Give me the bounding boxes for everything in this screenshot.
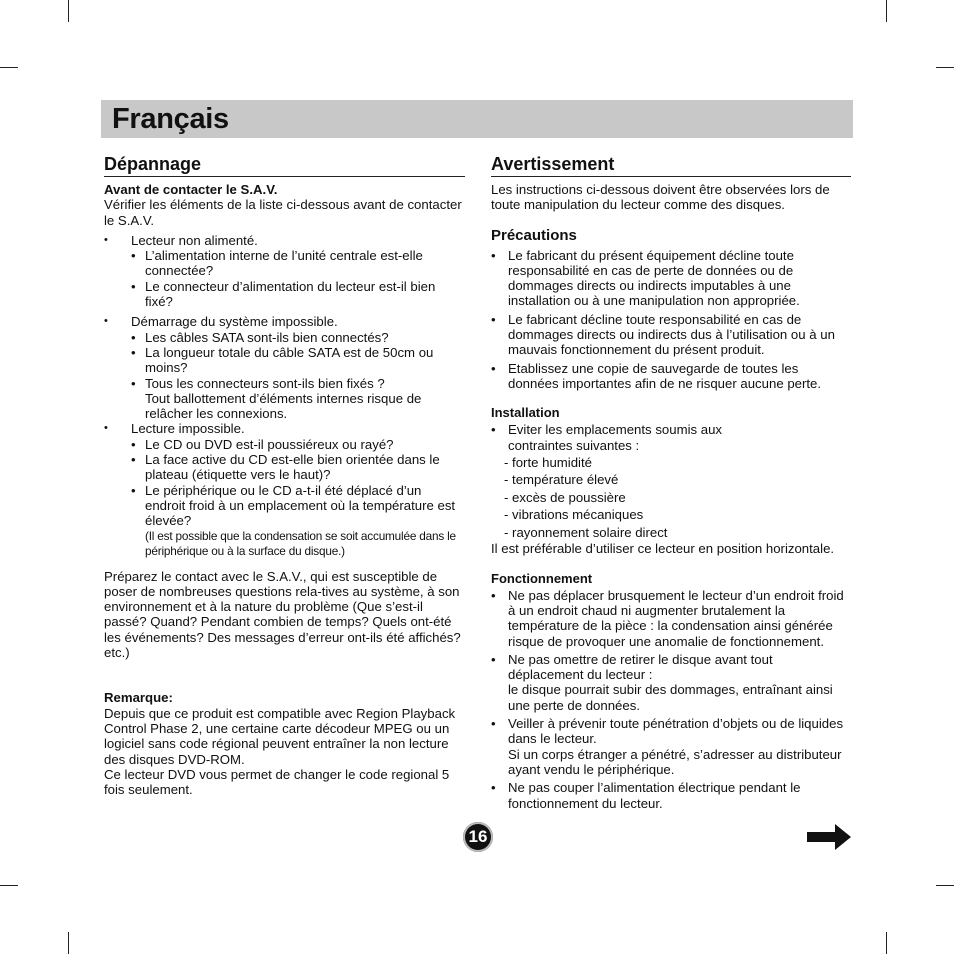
condition-item: - vibrations mécaniques (504, 507, 644, 523)
crop-mark (936, 67, 954, 68)
language-title: Français (112, 103, 229, 135)
troubleshooting-list (104, 233, 465, 559)
page-number: 16 (463, 822, 493, 852)
crop-mark (68, 932, 69, 954)
condensation-note: (Il est possible que la condensation se soit accumulée dans le périphérique ou à la surface du disque.) (145, 528, 456, 558)
list-item (104, 421, 465, 558)
condition-item: - rayonnement solaire direct (504, 524, 668, 540)
list-item (104, 314, 465, 421)
sub-item: • Le connecteur d’alimentation du lecteur est-il bien fixé? (131, 279, 465, 310)
list-item: • Le fabricant décline toute responsabilité en cas de dommages directs ou indirects dus à l’utilisation ou à un mauvais fonctionnement du présent produit. (491, 312, 851, 358)
remark-title: Remarque: (104, 690, 173, 706)
operation-title: Fonctionnement (491, 570, 593, 586)
crop-mark (0, 67, 18, 68)
sub-item: • La longueur totale du câble SATA est de 50cm ou moins? (131, 345, 465, 376)
troubleshooting-title: Dépannage (104, 153, 465, 177)
list-item: • Ne pas couper l’alimentation électrique pendant le fonctionnement du lecteur. (491, 780, 851, 811)
installation-list (491, 422, 851, 453)
item-label: Lecteur non alimenté. (131, 232, 258, 248)
sub-item-text: Le périphérique ou le CD a-t-il été déplacé d’un endroit froid à un emplacement où la température est élevée? (145, 482, 456, 529)
list-item: • Ne pas déplacer brusquement le lecteur d’un endroit froid à un endroit chaud ni augmenter brutalement la température de la pièce : la condensation ainsi générée risque de provoquer une anomalie de fonctionnement. (491, 588, 851, 649)
sub-item: • Les câbles SATA sont-ils bien connectés? (131, 330, 465, 345)
arrow-right-icon[interactable] (807, 823, 851, 851)
troubleshooting-section (104, 153, 465, 797)
installation-note: Il est préférable d’utiliser ce lecteur en position horizontale. (491, 541, 835, 557)
precautions-list (491, 248, 851, 392)
list-item: • Eviter les emplacements soumis aux contraintes suivantes : (491, 422, 851, 453)
crop-mark (886, 0, 887, 22)
list-item: • Veiller à prévenir toute pénétration d’objets ou de liquides dans le lecteur. Si un corps étranger a pénétré, s’adresser au distributeur ayant vendu le périphérique. (491, 716, 851, 777)
crop-mark (68, 0, 69, 22)
before-contact-title: Avant de contacter le S.A.V. (104, 182, 278, 197)
installation-conditions (491, 454, 851, 542)
item-label: Démarrage du système impossible. (131, 314, 338, 330)
condition-item: - température élevé (504, 472, 619, 488)
before-contact-text: Vérifier les éléments de la liste ci-dessous avant de contacter le S.A.V. (104, 197, 462, 228)
language-header-bar (101, 100, 853, 138)
condition-item: - excès de poussière (504, 489, 626, 505)
list-item: • Ne pas omettre de retirer le disque avant tout déplacement du lecteur : le disque pourrait subir des dommages, entraînant ainsi une perte de données. (491, 652, 851, 713)
list-item (104, 233, 465, 309)
remark-text: Depuis que ce produit est compatible avec Region Playback Control Phase 2, une certaine carte décodeur MPEG ou un logiciel sans code régional peuvent entraîner la non lecture des disques DVD-ROM. Ce lecteur DVD vous permet de changer le code regional 5 fois seulement. (104, 705, 456, 798)
warning-intro: Les instructions ci-dessous doivent être observées lors de toute manipulation du lecteur comme des disques. (491, 182, 830, 213)
contact-paragraph: Préparez le contact avec le S.A.V., qui est susceptible de poser de nombreuses questions rela-tives au système, à son environnement et à la nature du problème (Que s’est-il passé? Quand? Pendant combien de temps? Quels ont-été les événements? Des messages d’erreur ont-ils été affichés? etc.) (104, 568, 461, 661)
warning-title: Avertissement (491, 153, 851, 177)
sub-item: • Tous les connecteurs sont-ils bien fixés ? Tout ballottement d’éléments internes risque de relâcher les connexions. (131, 376, 465, 422)
sub-item (131, 483, 465, 559)
crop-mark (936, 885, 954, 886)
sub-item: • La face active du CD est-elle bien orientée dans le plateau (étiquette vers le haut)? (131, 452, 465, 483)
precautions-title: Précautions (491, 226, 577, 244)
crop-mark (0, 885, 18, 886)
installation-title: Installation (491, 405, 560, 421)
condition-item: - forte humidité (504, 454, 592, 470)
crop-mark (886, 932, 887, 954)
list-item: • Le fabricant du présent équipement décline toute responsabilité en cas de perte de données ou de dommages directs ou indirects imputables à une installation ou à une manipulation non appropriée. (491, 248, 851, 309)
operation-list (491, 588, 851, 811)
item-label: Lecture impossible. (131, 421, 245, 437)
warning-section (491, 153, 851, 811)
sub-item: • L’alimentation interne de l’unité centrale est-elle connectée? (131, 248, 465, 279)
sub-item: • Le CD ou DVD est-il poussiéreux ou rayé? (131, 437, 465, 452)
list-item: • Etablissez une copie de sauvegarde de toutes les données importantes afin de ne risquer aucune perte. (491, 361, 851, 392)
